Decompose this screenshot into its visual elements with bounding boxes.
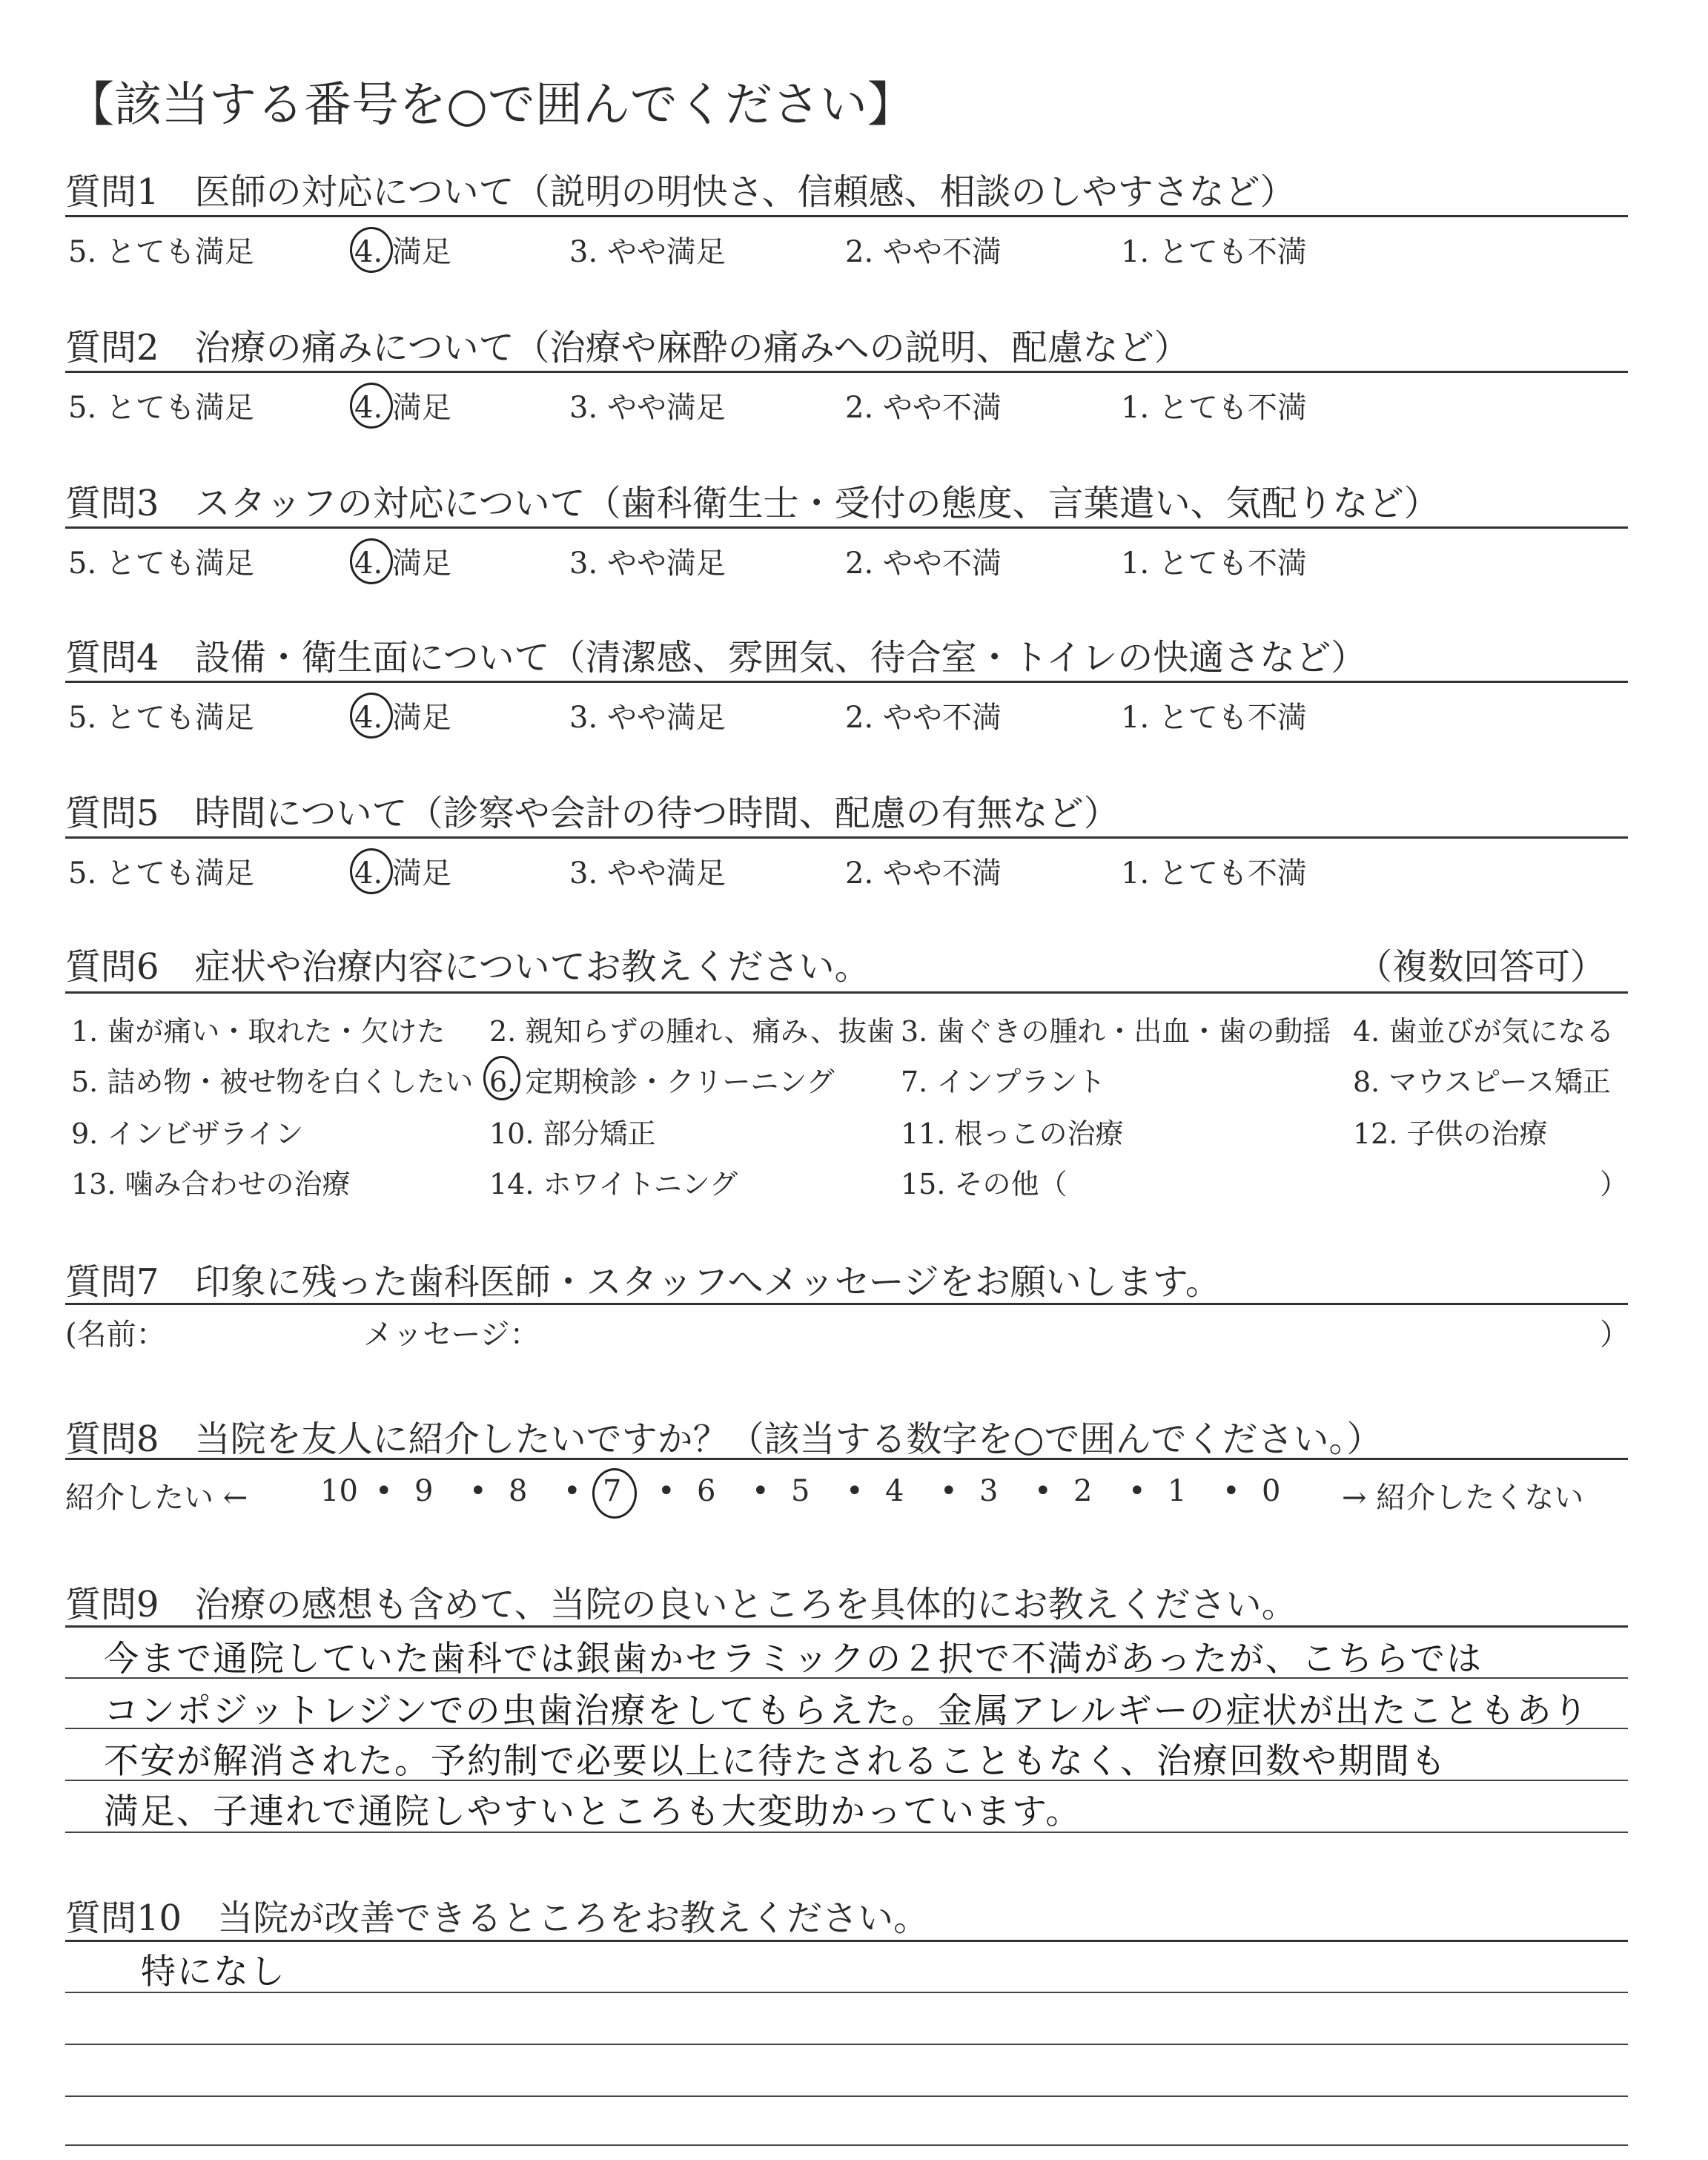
q4-rule: [65, 681, 1628, 683]
rating-option[interactable]: 4. 満足: [354, 701, 451, 735]
q1-text: 医師の対応について（説明の明快さ、信頼感、相談のしやすさなど）: [194, 171, 1296, 213]
q10-line-rule: [65, 1992, 1628, 1993]
selection-circle: [592, 1468, 637, 1519]
q3-text: スタッフの対応について（歯科衛生士・受付の態度、言葉遣い、気配りなど）: [194, 483, 1440, 524]
q10-title: [65, 1889, 929, 1941]
rating-option[interactable]: 3. やや満足: [569, 856, 726, 891]
q7-text: 印象に残った歯科医師・スタッフへメッセージをお願いします。: [194, 1261, 1221, 1303]
q8-scale-dot: •: [658, 1474, 675, 1508]
q8-scale-dot: •: [846, 1474, 864, 1508]
q9-answer-line: 満足、子連れで通院しやすいところも大変助かっています。: [104, 1791, 1082, 1832]
q1-rule: [65, 215, 1628, 217]
rating-option[interactable]: 5. とても満足: [68, 235, 254, 269]
q1-label: 質問1: [65, 171, 159, 213]
q8-label: 質問8: [65, 1418, 159, 1460]
q10-line-rule: [65, 2095, 1628, 2097]
q8-scale-number[interactable]: 4: [885, 1474, 904, 1508]
q8-scale-dot: •: [752, 1474, 769, 1508]
q8-scale-number[interactable]: 7: [603, 1474, 622, 1508]
q8-scale-dot: •: [1034, 1474, 1052, 1508]
q9-label: 質問9: [65, 1584, 159, 1625]
rating-option[interactable]: 1. とても不満: [1121, 856, 1307, 891]
q2-title: [65, 319, 1190, 370]
rating-option[interactable]: 4. 満足: [354, 235, 451, 269]
q10-text: 当院が改善できるところをお教えください。: [217, 1898, 930, 1939]
selection-circle: [350, 848, 393, 894]
q4-title: [65, 629, 1366, 680]
q8-scale-number[interactable]: 0: [1262, 1474, 1281, 1508]
q8-scale-number[interactable]: 6: [697, 1474, 716, 1508]
q2-rule: [65, 371, 1628, 373]
q6-option[interactable]: 15. その他（: [901, 1168, 1068, 1200]
selection-circle: [350, 538, 393, 584]
q6-option[interactable]: 2. 親知らずの腫れ、痛み、抜歯: [489, 1015, 895, 1048]
q8-scale-number[interactable]: 1: [1168, 1474, 1187, 1508]
q9-answer-line: 今まで通院していた歯科では銀歯かセラミックの２択で不満があったが、こちらでは: [104, 1639, 1483, 1680]
q6-option[interactable]: 12. 子供の治療: [1353, 1117, 1548, 1150]
rating-option[interactable]: 4. 満足: [354, 546, 451, 581]
rating-option[interactable]: 1. とても不満: [1121, 701, 1307, 735]
rating-option[interactable]: 2. やや不満: [845, 701, 1002, 735]
q2-label: 質問2: [65, 327, 159, 369]
page-title: 【該当する番号を○で囲んでください】: [67, 78, 915, 133]
rating-option[interactable]: 5. とても満足: [68, 701, 254, 735]
q6-option[interactable]: 8. マウスピース矯正: [1353, 1066, 1611, 1098]
rating-option[interactable]: 3. やや満足: [569, 546, 726, 581]
q8-scale-number[interactable]: 8: [509, 1474, 528, 1508]
q10-line-rule: [65, 2044, 1628, 2045]
q6-other-close: ）: [1600, 1168, 1629, 1200]
rating-option[interactable]: 3. やや満足: [569, 391, 726, 425]
q8-scale-dot: •: [563, 1474, 581, 1508]
rating-option[interactable]: 1. とても不満: [1121, 235, 1307, 269]
q6-label: 質問6: [65, 946, 159, 988]
q8-right-label: → 紹介したくない: [1342, 1481, 1584, 1515]
q6-text: 症状や治療内容についてお教えください。: [194, 946, 870, 988]
selection-circle: [483, 1056, 520, 1100]
selection-circle: [350, 383, 393, 429]
q6-option[interactable]: 9. インビザライン: [71, 1117, 304, 1150]
q6-note: （複数回答可）: [1357, 946, 1606, 988]
rating-option[interactable]: 2. やや不満: [845, 235, 1002, 269]
q6-option[interactable]: 1. 歯が痛い・取れた・欠けた: [71, 1015, 446, 1048]
rating-option[interactable]: 1. とても不満: [1121, 546, 1307, 581]
q6-option[interactable]: 10. 部分矯正: [489, 1117, 656, 1150]
rating-option[interactable]: 5. とても満足: [68, 856, 254, 891]
q8-scale-number[interactable]: 10: [320, 1474, 358, 1508]
rating-option[interactable]: 1. とても不満: [1121, 391, 1307, 425]
q7-message-label: メッセージ：: [363, 1318, 540, 1352]
rating-option[interactable]: 4. 満足: [354, 391, 451, 425]
q9-answer-line: コンポジットレジンでの虫歯治療をしてもらえた。金属アレルギーの症状が出たこともあり: [104, 1691, 1589, 1731]
q7-label: 質問7: [65, 1261, 159, 1303]
q6-option[interactable]: 11. 根っこの治療: [901, 1117, 1124, 1150]
q6-option[interactable]: 3. 歯ぐきの腫れ・出血・歯の動揺: [901, 1015, 1331, 1048]
q8-scale-dot: •: [940, 1474, 958, 1508]
q8-left-label: 紹介したい ←: [65, 1481, 248, 1515]
q9-title: [65, 1576, 1297, 1627]
rating-option[interactable]: 3. やや満足: [569, 701, 726, 735]
rating-option[interactable]: 2. やや不満: [845, 546, 1002, 581]
q3-label: 質問3: [65, 483, 159, 524]
q8-rule: [65, 1458, 1628, 1460]
q5-text: 時間について（診察や会計の待つ時間、配慮の有無など）: [194, 793, 1119, 834]
q6-rule: [65, 991, 1628, 994]
q8-text: 当院を友人に紹介したいですか？（該当する数字を○で囲んでください。）: [194, 1418, 1383, 1460]
q6-option[interactable]: 6. 定期検診・クリーニング: [489, 1066, 835, 1098]
q8-scale-dot: •: [1222, 1474, 1240, 1508]
q8-title: [65, 1410, 1382, 1462]
q7-close-paren: ）: [1600, 1318, 1629, 1352]
q2-text: 治療の痛みについて（治療や麻酔の痛みへの説明、配慮など）: [194, 327, 1190, 369]
rating-option[interactable]: 5. とても満足: [68, 391, 254, 425]
q10-line-rule: [65, 2144, 1628, 2146]
q6-title: [65, 938, 870, 989]
q6-option[interactable]: 5. 詰め物・被せ物を白くしたい: [71, 1066, 474, 1098]
q9-text: 治療の感想も含めて、当院の良いところを具体的にお教えください。: [194, 1584, 1297, 1625]
rating-option[interactable]: 3. やや満足: [569, 235, 726, 269]
q6-option[interactable]: 7. インプラント: [901, 1066, 1106, 1098]
q6-option[interactable]: 14. ホワイトニング: [489, 1168, 738, 1200]
selection-circle: [350, 693, 393, 739]
q4-text: 設備・衛生面について（清潔感、雰囲気、待合室・トイレの快適さなど）: [194, 637, 1367, 678]
rating-option[interactable]: 4. 満足: [354, 856, 451, 891]
q8-scale-number[interactable]: 2: [1073, 1474, 1093, 1508]
q8-scale-number[interactable]: 3: [979, 1474, 999, 1508]
rating-option[interactable]: 2. やや不満: [845, 856, 1002, 891]
q5-title: [65, 785, 1119, 836]
q6-option[interactable]: 4. 歯並びが気になる: [1353, 1015, 1615, 1048]
q9-answer-line: 不安が解消された。予約制で必要以上に待たされることもなく、治療回数や期間も: [104, 1741, 1448, 1782]
selection-circle: [350, 227, 393, 273]
q9-rule: [65, 1625, 1628, 1628]
q8-scale-dot: •: [1128, 1474, 1146, 1508]
rating-option[interactable]: 2. やや不満: [845, 391, 1002, 425]
q6-option[interactable]: 13. 噛み合わせの治療: [71, 1168, 351, 1200]
q10-rule: [65, 1940, 1628, 1942]
q7-name-label: (名前：: [65, 1318, 166, 1352]
q5-label: 質問5: [65, 793, 159, 834]
q3-title: [65, 475, 1440, 526]
q8-scale-number[interactable]: 5: [791, 1474, 810, 1508]
q1-title: [65, 163, 1296, 214]
q3-rule: [65, 526, 1628, 529]
q4-label: 質問4: [65, 637, 159, 678]
q10-answer: 特になし: [141, 1952, 286, 1992]
q7-rule: [65, 1303, 1628, 1305]
q8-scale-dot: •: [375, 1474, 393, 1508]
q8-scale-number[interactable]: 9: [414, 1474, 434, 1508]
rating-option[interactable]: 5. とても満足: [68, 546, 254, 581]
q7-title: [65, 1253, 1221, 1304]
q5-rule: [65, 836, 1628, 839]
q8-scale-dot: •: [469, 1474, 487, 1508]
q10-label: 質問10: [65, 1898, 182, 1939]
